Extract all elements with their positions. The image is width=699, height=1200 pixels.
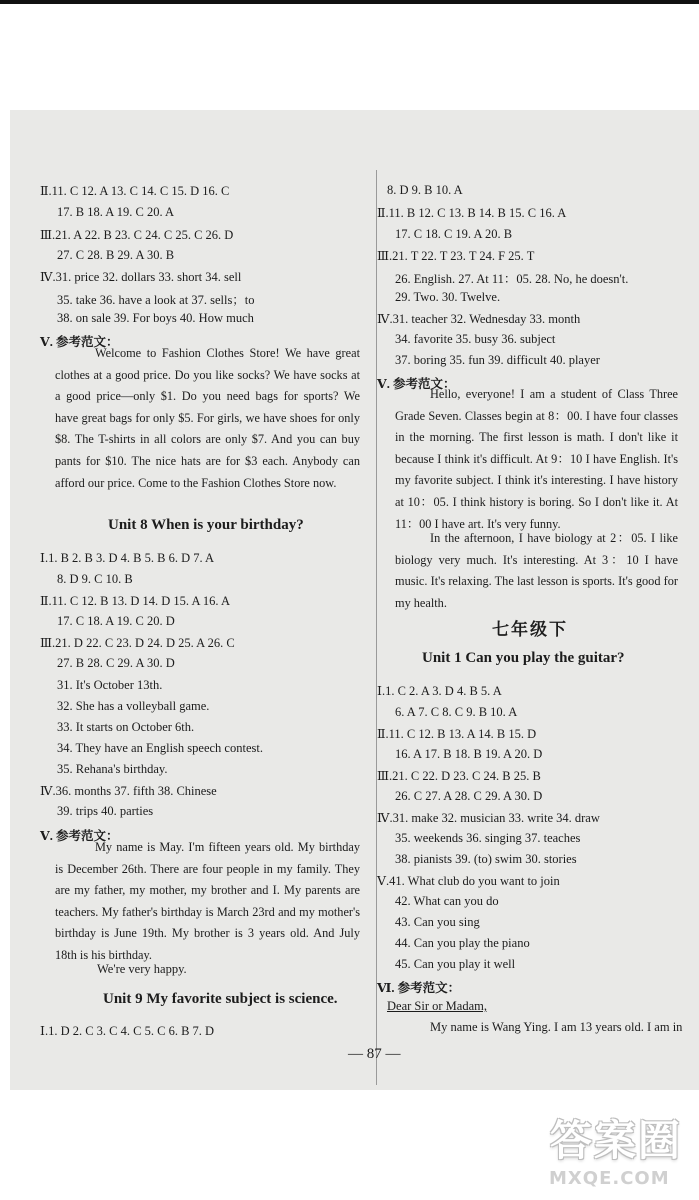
answer-line: 37. boring 35. fun 39. difficult 40. player — [395, 353, 600, 367]
answer-line: Ⅱ.11. C 12. B 13. A 14. B 15. D — [377, 727, 537, 741]
answer-line: Ⅱ.11. C 12. B 13. D 14. D 15. A 16. A — [40, 594, 230, 608]
answer-line: 35. Rehana's birthday. — [57, 762, 168, 776]
page-number: — 87 — — [348, 1046, 401, 1062]
answer-line: 33. It starts on October 6th. — [57, 720, 195, 734]
answer-line: 34. They have an English speech contest. — [57, 741, 263, 755]
answer-line: 16. A 17. B 18. B 19. A 20. D — [395, 747, 543, 761]
answer-line: Ⅴ.41. What club do you want to join — [377, 874, 560, 888]
unit-heading: Unit 1 Can you play the guitar? — [422, 650, 625, 666]
essay-paragraph: Welcome to Fashion Clothes Store! We have great clothes at a good price. Do you like socks? We have socks at a good price—only $1. Do you need bags for sports? We have great bags for only $5. For girls, we have shoes for only $8. The T-shirts in all colors are only $7. And you can buy pants for $10. The nice hats are for $3 each. Anybody can afford our price. Come to the Fashion Clothes Store now. — [55, 346, 360, 490]
answer-line: 35. weekends 36. singing 37. teaches — [395, 831, 581, 845]
answer-line: 27. C 28. B 29. A 30. B — [57, 248, 175, 262]
answer-line: 26. English. 27. At 11：05. 28. No, he doesn't. — [395, 272, 629, 286]
answer-line: 38. pianists 39. (to) swim 30. stories — [395, 852, 577, 866]
watermark-url: MXQE.COM — [549, 1168, 670, 1189]
answer-line: Ⅳ.31. teacher 32. Wednesday 33. month — [377, 312, 581, 326]
answer-line: 17. B 18. A 19. C 20. A — [57, 205, 175, 219]
grade-heading: 七年级下 — [492, 620, 568, 639]
answer-line: 39. trips 40. parties — [57, 804, 154, 818]
section-label: Ⅴ. 参考范文： — [40, 335, 119, 349]
unit-heading: Unit 8 When is your birthday? — [108, 517, 304, 533]
answer-line: Ⅰ.1. C 2. A 3. D 4. B 5. A — [377, 684, 502, 698]
answer-line: Ⅲ.21. A 22. B 23. C 24. C 25. C 26. D — [40, 228, 234, 242]
answer-line: 17. C 18. A 19. C 20. D — [57, 614, 175, 628]
answer-line: 17. C 18. C 19. A 20. B — [395, 227, 513, 241]
answer-line: Ⅲ.21. T 22. T 23. T 24. F 25. T — [377, 249, 535, 263]
answer-line: 44. Can you play the piano — [395, 936, 530, 950]
essay-paragraph: Hello, everyone! I am a student of Class Three Grade Seven. Classes begin at 8：00. I have four classes in the morning. The first lesson is math. I don't like it because I think it's difficult. At 9：10 I have English. It's my favorite subject. I think it's interesting. I have history at 10：05. I think history is boring. So I don't like it. At 11：00 I have art. It's very funny. — [395, 387, 678, 531]
column-divider — [376, 170, 377, 1085]
answer-line: 26. C 27. A 28. C 29. A 30. D — [395, 789, 543, 803]
answer-line: Ⅳ.36. months 37. fifth 38. Chinese — [40, 784, 217, 798]
letter-salutation: Dear Sir or Madam, — [387, 999, 487, 1013]
answer-line: Ⅰ.1. D 2. C 3. C 4. C 5. C 6. B 7. D — [40, 1024, 215, 1038]
top-bar — [0, 0, 699, 4]
answer-line: Ⅲ.21. D 22. C 23. D 24. D 25. A 26. C — [40, 636, 235, 650]
answer-line: 38. on sale 39. For boys 40. How much — [57, 311, 254, 325]
answer-line: 31. It's October 13th. — [57, 678, 163, 692]
answer-line: 35. take 36. have a look at 37. sells；to — [57, 293, 255, 307]
answer-line: Ⅲ.21. C 22. D 23. C 24. B 25. B — [377, 769, 541, 783]
answer-line: 43. Can you sing — [395, 915, 480, 929]
answer-line: Ⅱ.11. B 12. C 13. B 14. B 15. C 16. A — [377, 206, 567, 220]
answer-line: 8. D 9. C 10. B — [57, 572, 133, 586]
answer-line: 27. B 28. C 29. A 30. D — [57, 656, 175, 670]
answer-line: Ⅳ.31. price 32. dollars 33. short 34. sell — [40, 270, 242, 284]
answer-key-page — [10, 110, 699, 1090]
section-label: Ⅵ. 参考范文： — [377, 981, 461, 995]
answer-line: Ⅰ.1. B 2. B 3. D 4. B 5. B 6. D 7. A — [40, 551, 215, 565]
essay-paragraph: In the afternoon, I have biology at 2：05. I like biology very much. It's interesting. At 3：10 I have music. It's relaxing. The last lesson is sports. It's good for my health. — [395, 531, 678, 610]
essay-paragraph: My name is May. I'm fifteen years old. My birthday is December 26th. There are four people in my family. They are my father, my mother, my brother and I. My parents are teachers. My father's birthday is March 23rd and my mother's birthday is June 19th. My brother is 3 years old. And July 18th is his birthday. — [55, 840, 360, 962]
unit-heading: Unit 9 My favorite subject is science. — [103, 991, 338, 1007]
answer-line: 32. She has a volleyball game. — [57, 699, 210, 713]
answer-line: 8. D 9. B 10. A — [387, 183, 463, 197]
answer-line: 6. A 7. C 8. C 9. B 10. A — [395, 705, 518, 719]
watermark-text: 答案圈 — [549, 1116, 682, 1165]
watermark-logo — [541, 1108, 691, 1198]
section-label: Ⅴ. 参考范文： — [40, 829, 119, 843]
answer-line: Ⅳ.31. make 32. musician 33. write 34. draw — [377, 811, 600, 825]
answer-line: 42. What can you do — [395, 894, 499, 908]
answer-line: 45. Can you play it well — [395, 957, 516, 971]
section-label: Ⅴ. 参考范文： — [377, 377, 456, 391]
letter-first-line: My name is Wang Ying. I am 13 years old. I am in — [430, 1020, 683, 1034]
answer-line: Ⅱ.11. C 12. A 13. C 14. C 15. D 16. C — [40, 184, 230, 198]
essay-closing: We're very happy. — [97, 962, 187, 976]
answer-line: 29. Two. 30. Twelve. — [395, 290, 501, 304]
answer-line: 34. favorite 35. busy 36. subject — [395, 332, 556, 346]
